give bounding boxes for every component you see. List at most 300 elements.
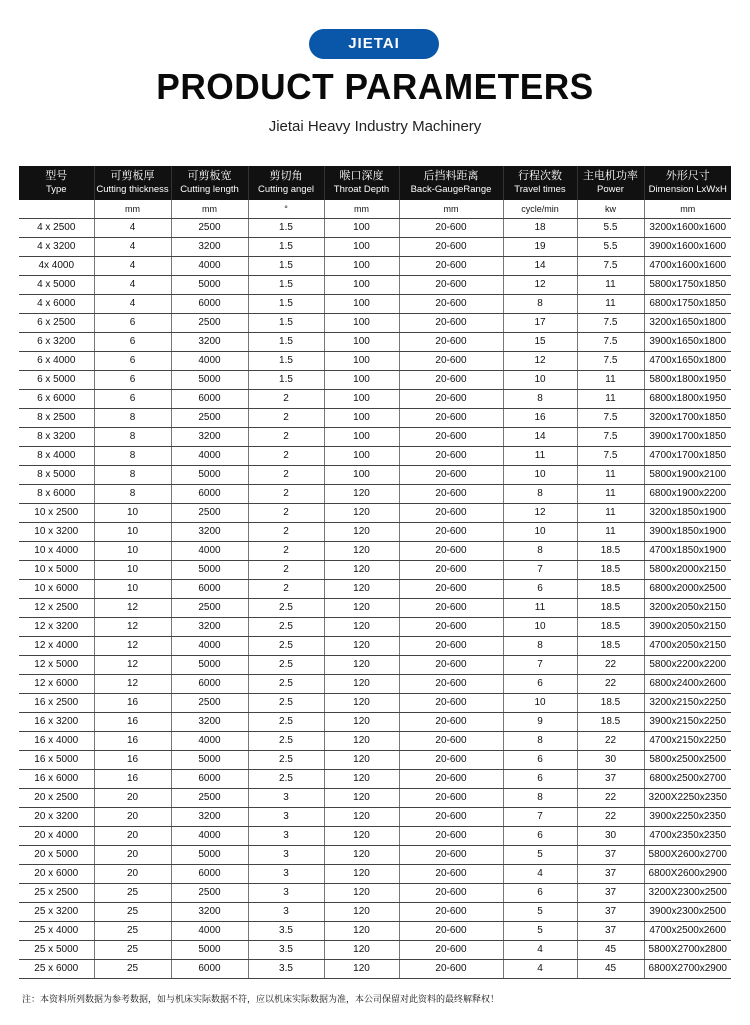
column-header-en: Back-GaugeRange [410,184,492,195]
table-cell: 20 x 3200 [19,808,94,827]
table-cell: 3200 [171,428,248,447]
table-cell: 18 [503,219,577,238]
table-cell: 3200x1700x1850 [644,409,731,428]
table-cell: 4000 [171,447,248,466]
table-cell: 120 [324,675,399,694]
table-cell: 1.5 [248,333,324,352]
table-row [19,295,731,314]
column-header-cn: 喉口深度 [339,170,384,182]
table-cell: 2.5 [248,637,324,656]
table-cell: 100 [324,276,399,295]
column-header-type [19,166,94,200]
table-cell: 20-600 [399,466,503,485]
table-cell: 6 [503,827,577,846]
table-cell: 2500 [171,694,248,713]
table-cell: 8 x 5000 [19,466,94,485]
table-cell: 100 [324,219,399,238]
table-cell: 20-600 [399,941,503,960]
units-row [19,200,731,219]
table-cell: 20 [94,789,171,808]
table-cell: 120 [324,618,399,637]
table-row [19,447,731,466]
table-cell: 25 [94,903,171,922]
table-cell: 3.5 [248,922,324,941]
table-row [19,257,731,276]
table-cell: 20-600 [399,713,503,732]
table-row [19,238,731,257]
table-cell: 3200 [171,713,248,732]
table-cell: 2.5 [248,694,324,713]
table-cell: 20-600 [399,276,503,295]
table-cell: 10 [94,504,171,523]
table-cell: 22 [577,675,644,694]
table-cell: 2.5 [248,675,324,694]
unit-cell: kw [577,200,644,219]
table-cell: 11 [577,523,644,542]
table-cell: 4 [94,257,171,276]
table-cell: 10 x 2500 [19,504,94,523]
table-cell: 7.5 [577,257,644,276]
table-cell: 20-600 [399,751,503,770]
table-cell: 20-600 [399,789,503,808]
table-cell: 6000 [171,960,248,979]
table-cell: 6 [503,580,577,599]
table-cell: 6 [94,390,171,409]
table-cell: 22 [577,732,644,751]
table-cell: 3200x1650x1800 [644,314,731,333]
table-cell: 16 x 4000 [19,732,94,751]
table-cell: 100 [324,333,399,352]
table-cell: 4 [94,219,171,238]
table-row [19,941,731,960]
table-cell: 4 x 2500 [19,219,94,238]
table-cell: 20-600 [399,257,503,276]
table-cell: 16 x 2500 [19,694,94,713]
table-row [19,808,731,827]
table-cell: 25 x 6000 [19,960,94,979]
table-cell: 2 [248,428,324,447]
column-header-travel-times [503,166,577,200]
table-cell: 16 x 3200 [19,713,94,732]
table-cell: 5800x2200x2200 [644,656,731,675]
table-cell: 20-600 [399,884,503,903]
table-cell: 120 [324,751,399,770]
table-cell: 6 x 2500 [19,314,94,333]
table-cell: 20 [94,865,171,884]
table-cell: 2 [248,447,324,466]
table-cell: 4 x 6000 [19,295,94,314]
table-cell: 12 x 6000 [19,675,94,694]
table-cell: 22 [577,789,644,808]
table-cell: 7.5 [577,409,644,428]
table-cell: 16 x 6000 [19,770,94,789]
table-cell: 5800x1750x1850 [644,276,731,295]
table-cell: 11 [577,390,644,409]
table-cell: 4700x2050x2150 [644,637,731,656]
table-cell: 10 [503,466,577,485]
table-cell: 12 x 5000 [19,656,94,675]
column-header-cn: 可剪板宽 [187,170,232,182]
table-cell: 2500 [171,409,248,428]
table-cell: 10 [503,618,577,637]
table-cell: 8 [503,789,577,808]
table-cell: 25 [94,941,171,960]
table-cell: 10 x 4000 [19,542,94,561]
table-cell: 2500 [171,789,248,808]
table-cell: 4700x2150x2250 [644,732,731,751]
table-cell: 6 [503,675,577,694]
table-cell: 120 [324,827,399,846]
table-cell: 120 [324,941,399,960]
table-cell: 20-600 [399,694,503,713]
table-cell: 3200 [171,523,248,542]
table-cell: 2 [248,504,324,523]
disclaimer-footnote: 注：本资料所列数据为参考数据，如与机床实际数据不符，应以机床实际数据为准，本公司保留对此资料的最终解释权！ [22,994,500,1004]
table-cell: 4000 [171,922,248,941]
table-cell: 6800x1900x2200 [644,485,731,504]
table-cell: 12 [503,504,577,523]
table-cell: 100 [324,314,399,333]
table-cell: 2.5 [248,656,324,675]
table-cell: 18.5 [577,694,644,713]
table-cell: 2 [248,390,324,409]
table-row [19,276,731,295]
table-cell: 6000 [171,295,248,314]
table-cell: 2500 [171,219,248,238]
table-cell: 6800X2700x2900 [644,960,731,979]
unit-cell: mm [644,200,731,219]
table-cell: 3 [248,808,324,827]
table-cell: 2500 [171,599,248,618]
table-cell: 6 [503,770,577,789]
table-cell: 4 x 5000 [19,276,94,295]
table-cell: 120 [324,523,399,542]
table-cell: 45 [577,960,644,979]
table-cell: 11 [577,466,644,485]
column-header-en: Cutting length [180,184,239,195]
table-cell: 5800x2500x2500 [644,751,731,770]
table-row [19,523,731,542]
column-header-en: Cutting thickness [96,184,169,195]
table-cell: 17 [503,314,577,333]
table-cell: 20-600 [399,865,503,884]
table-cell: 10 [503,523,577,542]
table-cell: 20-600 [399,732,503,751]
table-cell: 6000 [171,770,248,789]
table-cell: 2 [248,523,324,542]
column-header-en: Throat Depth [333,184,390,195]
table-cell: 4 [94,238,171,257]
table-cell: 6800x2500x2700 [644,770,731,789]
table-row [19,656,731,675]
table-row [19,884,731,903]
table-row [19,637,731,656]
table-cell: 120 [324,637,399,656]
table-cell: 2.5 [248,618,324,637]
table-row [19,314,731,333]
table-cell: 20-600 [399,485,503,504]
table-cell: 20-600 [399,523,503,542]
table-cell: 120 [324,846,399,865]
column-header-en: Dimension LxWxH [648,184,727,195]
table-cell: 5000 [171,941,248,960]
table-cell: 4 [503,941,577,960]
table-cell: 12 x 3200 [19,618,94,637]
table-cell: 11 [577,485,644,504]
table-cell: 20 x 5000 [19,846,94,865]
table-cell: 20-600 [399,675,503,694]
table-body [19,200,731,979]
column-header-en: Travel times [514,184,566,195]
table-cell: 11 [577,276,644,295]
table-cell: 120 [324,770,399,789]
table-row [19,732,731,751]
table-cell: 6000 [171,390,248,409]
table-cell: 4x 4000 [19,257,94,276]
table-cell: 20-600 [399,390,503,409]
table-cell: 2500 [171,884,248,903]
column-header-cn: 外形尺寸 [665,170,710,182]
table-row [19,903,731,922]
table-cell: 4700x2350x2350 [644,827,731,846]
table-cell: 5 [503,922,577,941]
table-cell: 30 [577,751,644,770]
table-cell: 37 [577,922,644,941]
table-cell: 16 [94,751,171,770]
table-cell: 120 [324,561,399,580]
table-cell: 100 [324,257,399,276]
table-cell: 12 [94,637,171,656]
table-cell: 1.5 [248,219,324,238]
table-cell: 4 x 3200 [19,238,94,257]
table-cell: 3900x1600x1600 [644,238,731,257]
column-header-en: Power [597,184,624,195]
table-cell: 14 [503,428,577,447]
table-cell: 100 [324,428,399,447]
table-cell: 100 [324,447,399,466]
table-cell: 120 [324,580,399,599]
table-cell: 2.5 [248,599,324,618]
column-header-cn: 后挡料距离 [423,170,479,182]
table-cell: 4700x1850x1900 [644,542,731,561]
table-cell: 4000 [171,637,248,656]
column-header-cn: 剪切角 [269,170,303,182]
table-cell: 3200x2050x2150 [644,599,731,618]
table-cell: 2500 [171,314,248,333]
table-cell: 3200 [171,618,248,637]
column-header-cn: 行程次数 [518,170,562,182]
table-cell: 2 [248,466,324,485]
table-cell: 37 [577,770,644,789]
table-row [19,789,731,808]
table-cell: 20-600 [399,599,503,618]
column-header-cutting-length [171,166,248,200]
table-cell: 8 [94,428,171,447]
table-cell: 20-600 [399,238,503,257]
table-cell: 3 [248,865,324,884]
table-cell: 20-600 [399,637,503,656]
table-cell: 120 [324,865,399,884]
table-row [19,922,731,941]
table-cell: 6000 [171,865,248,884]
column-header-cutting-thickness [94,166,171,200]
column-header-cn: 型号 [45,170,68,182]
column-header-cn: 可剪板厚 [110,170,155,182]
table-cell: 4700x1650x1800 [644,352,731,371]
table-cell: 8 [94,409,171,428]
table-cell: 3900x2050x2150 [644,618,731,637]
table-cell: 20-600 [399,580,503,599]
table-cell: 5000 [171,466,248,485]
column-header-power [577,166,644,200]
table-cell: 1.5 [248,352,324,371]
table-cell: 25 [94,960,171,979]
table-cell: 2 [248,542,324,561]
table-cell: 8 [503,637,577,656]
table-cell: 2 [248,485,324,504]
column-header-back-gauge-range [399,166,503,200]
table-cell: 5000 [171,371,248,390]
table-cell: 4 [503,865,577,884]
table-cell: 120 [324,922,399,941]
table-cell: 5800X2600x2700 [644,846,731,865]
table-cell: 9 [503,713,577,732]
table-cell: 3900x2250x2350 [644,808,731,827]
table-row [19,618,731,637]
table-cell: 6 x 3200 [19,333,94,352]
table-cell: 12 [94,656,171,675]
product-parameters-table [19,166,731,979]
table-cell: 3900x1650x1800 [644,333,731,352]
table-cell: 3200 [171,808,248,827]
table-cell: 5800x2000x2150 [644,561,731,580]
table-row [19,409,731,428]
table-cell: 100 [324,466,399,485]
table-cell: 25 x 5000 [19,941,94,960]
table-cell: 20 x 4000 [19,827,94,846]
table-cell: 6 [94,352,171,371]
table-cell: 4700x2500x2600 [644,922,731,941]
table-cell: 8 [94,447,171,466]
table-header-row [19,166,731,200]
table-cell: 2 [248,580,324,599]
brand-badge: JIETAI [309,29,439,59]
table-cell: 3900x1850x1900 [644,523,731,542]
table-cell: 4700x1600x1600 [644,257,731,276]
table-cell: 3200 [171,238,248,257]
table-cell: 6 [94,333,171,352]
table-cell: 6800x2000x2500 [644,580,731,599]
table-cell: 12 x 2500 [19,599,94,618]
table-cell: 3900x2150x2250 [644,713,731,732]
table-cell: 6800x1800x1950 [644,390,731,409]
table-cell: 7 [503,656,577,675]
table-cell: 10 x 5000 [19,561,94,580]
table-row [19,561,731,580]
table-cell: 4 [503,960,577,979]
table-cell: 5000 [171,276,248,295]
table-row [19,466,731,485]
table-cell: 3200x1850x1900 [644,504,731,523]
unit-cell [19,200,94,219]
table-cell: 18.5 [577,580,644,599]
table-row [19,865,731,884]
table-cell: 5800X2700x2800 [644,941,731,960]
table-cell: 5 [503,903,577,922]
table-cell: 11 [577,504,644,523]
table-cell: 3 [248,903,324,922]
table-cell: 6800x2400x2600 [644,675,731,694]
table-row [19,219,731,238]
table-cell: 6 x 6000 [19,390,94,409]
table-cell: 11 [503,599,577,618]
table-cell: 25 [94,922,171,941]
table-cell: 8 [503,542,577,561]
unit-cell: mm [324,200,399,219]
table-cell: 7.5 [577,447,644,466]
column-header-cutting-angle [248,166,324,200]
table-cell: 18.5 [577,599,644,618]
table-cell: 7.5 [577,428,644,447]
unit-cell: mm [399,200,503,219]
table-cell: 100 [324,238,399,257]
table-cell: 4000 [171,257,248,276]
table-row [19,846,731,865]
table-cell: 37 [577,846,644,865]
table-cell: 120 [324,599,399,618]
table-cell: 5800x1800x1950 [644,371,731,390]
table-cell: 20-600 [399,333,503,352]
table-cell: 16 [94,694,171,713]
table-cell: 3 [248,846,324,865]
table-cell: 1.5 [248,295,324,314]
table-cell: 2.5 [248,713,324,732]
table-cell: 14 [503,257,577,276]
table-cell: 37 [577,865,644,884]
table-row [19,675,731,694]
table-cell: 20-600 [399,561,503,580]
table-cell: 22 [577,808,644,827]
table-cell: 120 [324,656,399,675]
table-cell: 10 [94,542,171,561]
table-cell: 20-600 [399,922,503,941]
table-cell: 20-600 [399,618,503,637]
table-cell: 120 [324,903,399,922]
table-cell: 20-600 [399,428,503,447]
table-cell: 4000 [171,542,248,561]
column-header-throat-depth [324,166,399,200]
table-cell: 20 x 2500 [19,789,94,808]
table-cell: 20-600 [399,447,503,466]
table-cell: 4000 [171,827,248,846]
unit-cell: ° [248,200,324,219]
table-cell: 2.5 [248,732,324,751]
table-cell: 7.5 [577,352,644,371]
table-cell: 19 [503,238,577,257]
table-row [19,333,731,352]
table-cell: 8 [503,295,577,314]
table-cell: 20 [94,827,171,846]
table-cell: 20-600 [399,352,503,371]
table-cell: 20-600 [399,409,503,428]
table-cell: 12 [94,675,171,694]
table-cell: 10 [94,580,171,599]
table-cell: 120 [324,694,399,713]
table-cell: 22 [577,656,644,675]
table-cell: 30 [577,827,644,846]
table-cell: 20-600 [399,960,503,979]
table-cell: 20-600 [399,219,503,238]
